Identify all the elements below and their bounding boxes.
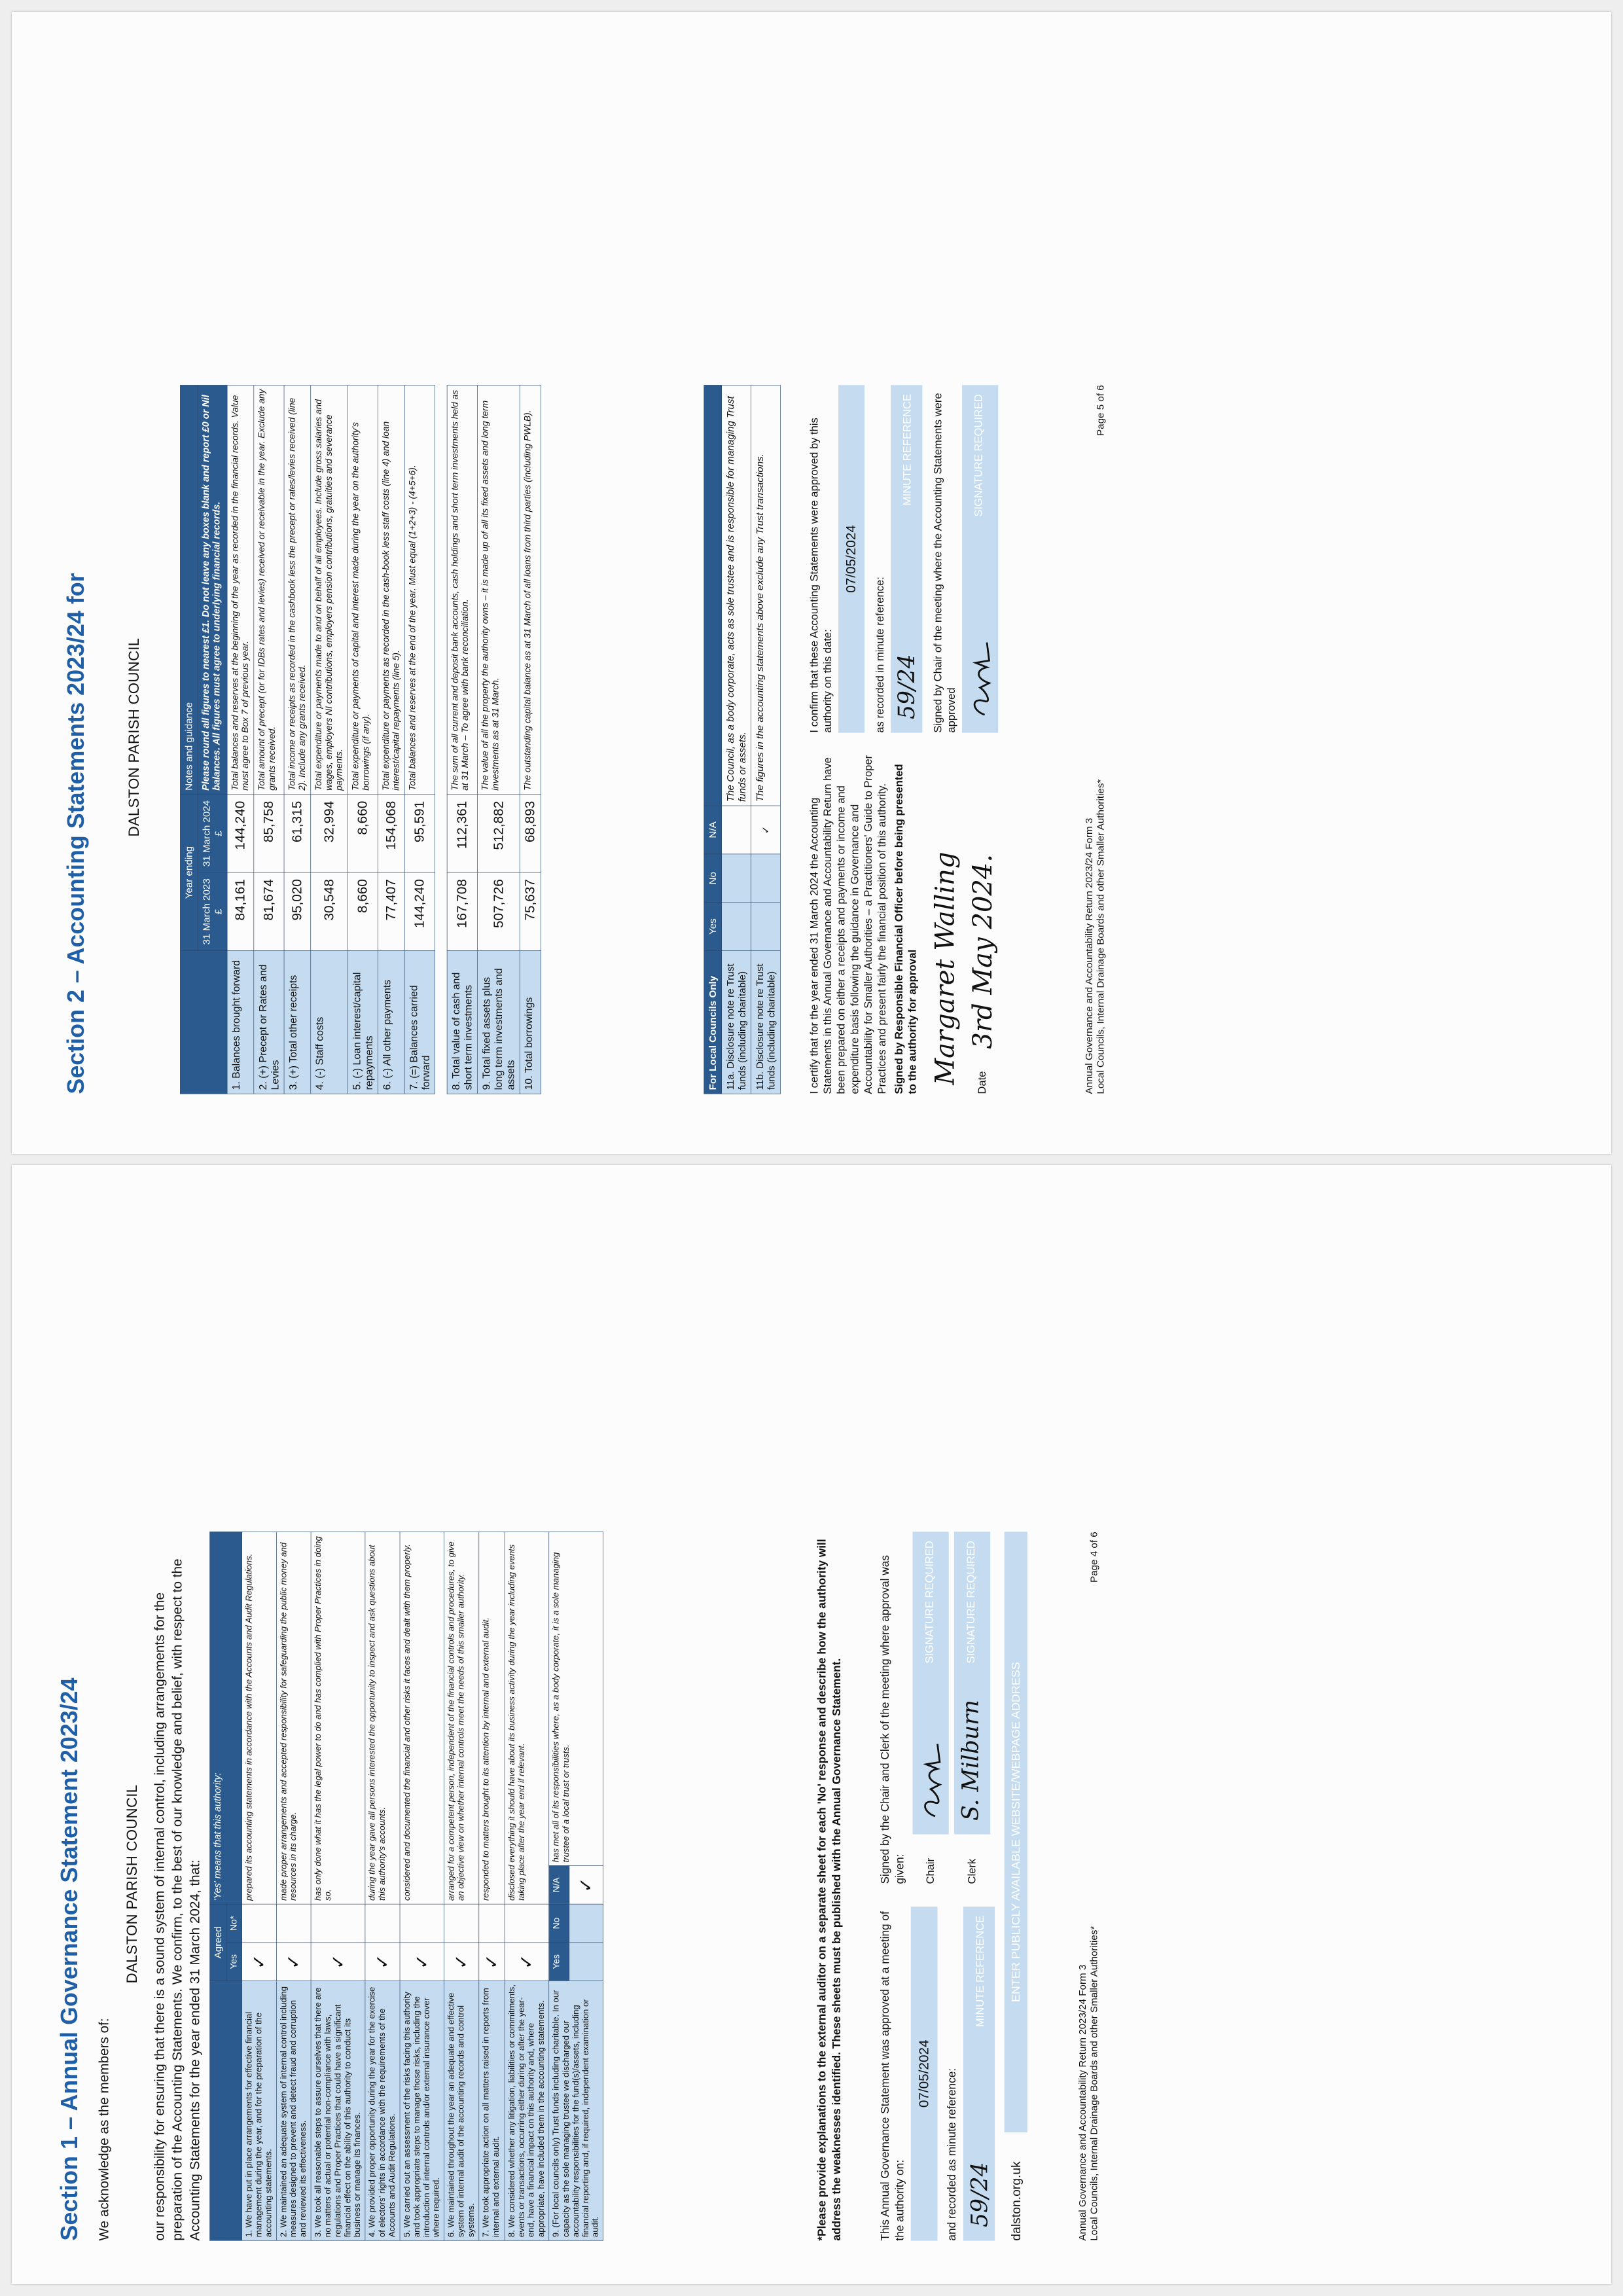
row-note: Total income or receipts as recorded in the cashbook less the precept or rates/levies received (line 2). Include any grants received. xyxy=(284,386,311,795)
statement-text: 5. We carried out an assessment of the risks facing this authority and took appropriate steps to manage those risks, including the introduction of internal controls and/or external insurance cover where required. xyxy=(400,1981,444,2241)
yes-check[interactable]: ✓ xyxy=(311,1943,365,1981)
explanation-note: *Please provide explanations to the external auditor on a separate sheet for each 'No' response and describe how the authority will address the weaknesses identified. These sheets must be published with the Annual Governance Statement. xyxy=(815,1539,843,2241)
approved-text: This Annual Governance Statement was approved at a meeting of the authority on: xyxy=(878,1911,906,2241)
col-2024-header: 31 March 2024 £ xyxy=(198,795,227,872)
no-check[interactable] xyxy=(276,1904,311,1943)
table-row xyxy=(477,386,520,1094)
signature-watermark: SIGNATURE REQUIRED xyxy=(972,394,985,517)
approval-date-field-s1[interactable]: 07/05/2024 xyxy=(911,1907,938,2241)
notes-header: Notes and guidance xyxy=(180,386,198,795)
value-2024[interactable]: 112,361 xyxy=(447,795,477,872)
yes-header-s1: Yes xyxy=(226,1943,241,1981)
council-name-s1: DALSTON PARISH COUNCIL xyxy=(124,1784,140,1984)
value-2024[interactable]: 68,893 xyxy=(520,795,541,872)
row-note: Total expenditure or payments as recorded in the cash-book less staff costs (line 4) and loan interest/capital repayments (line 5). xyxy=(378,386,405,795)
table-row xyxy=(378,386,405,1094)
statement-row xyxy=(400,1532,444,2241)
certification-block xyxy=(808,751,999,1094)
council-name: DALSTON PARISH COUNCIL xyxy=(126,637,143,837)
yes-check[interactable]: ✓ xyxy=(242,1943,277,1981)
table-row xyxy=(227,386,254,1094)
statement-row xyxy=(311,1532,365,2241)
statement-text: 1. We have put in place arrangements for effective financial management during the year, and for the preparation of the accounting statements. xyxy=(242,1981,277,2241)
section-1-page xyxy=(38,1500,1131,2268)
na-header: N/A xyxy=(704,806,722,854)
value-2024[interactable]: 8,660 xyxy=(348,795,378,872)
website-row xyxy=(1005,1532,1027,2240)
means-text: considered and documented the financial and other risks it faces and dealt with them properly. xyxy=(400,1532,444,1905)
blank-header xyxy=(180,951,227,1094)
approval-date-field[interactable]: 07/05/2024 xyxy=(838,385,865,732)
row9-no-header: No xyxy=(549,1904,569,1943)
page-5-sheet xyxy=(12,12,1611,1154)
means-text: made proper arrangements and accepted responsibility for safeguarding the public money and resources in its charge. xyxy=(276,1532,311,1905)
row-label: 10. Total borrowings xyxy=(520,951,541,1094)
value-2023[interactable]: 75,637 xyxy=(520,872,541,950)
statement-row xyxy=(444,1532,479,2241)
row-note: The value of all the property the authority owns – it is made up of all its fixed assets and long term investments as at 31 March. xyxy=(477,386,520,795)
row-note: The sum of all current and deposit bank accounts, cash holdings and short term investments held as at 31 March – To agree with bank reconciliation. xyxy=(447,386,477,795)
sig-watermark-clerk: SIGNATURE REQUIRED xyxy=(965,1541,978,1664)
value-2023[interactable]: 95,020 xyxy=(284,872,311,950)
footer-line-1-s1: Annual Governance and Accountability Return 2023/24 Form 3 xyxy=(1077,1964,1088,2241)
means-text: has only done what it has the legal power to do and has complied with Proper Practices in doing so. xyxy=(311,1532,365,1905)
sig-watermark-chair: SIGNATURE REQUIRED xyxy=(923,1541,936,1664)
page-footer-s1 xyxy=(1077,1532,1100,2240)
acknowledge-text: We acknowledge as the members of: xyxy=(96,2018,112,2241)
page-4-sheet xyxy=(12,1165,1611,2284)
value-2023[interactable]: 77,407 xyxy=(378,872,405,950)
row-label: 6. (-) All other payments xyxy=(378,951,405,1094)
statement-text: 4. We provided proper opportunity during the year for the exercise of electors' rights in accordance with the requirements of the Accounts and Audit Regulations. xyxy=(365,1981,400,2241)
col-2023-header: 31 March 2023 £ xyxy=(198,872,227,950)
statement-text: 6. We maintained throughout the year an adequate and effective system of internal audit of the accounting records and control systems. xyxy=(444,1981,479,2241)
responsibility-intro: our responsibility for ensuring that there is a sound system of internal control, including arrangements for the preparation of the Accounting Statements. We confirm, to the best of our knowledge and belief, with respect to the Accounting Statements for the year ended 31 March 2024, that: xyxy=(152,1558,203,2241)
value-2024[interactable]: 61,315 xyxy=(284,795,311,872)
no-check[interactable] xyxy=(400,1904,444,1943)
chair-signature-s1 xyxy=(917,1721,944,1821)
minute-watermark: MINUTE REFERENCE xyxy=(901,394,914,506)
trust-header: For Local Councils Only xyxy=(704,951,722,1094)
yes-header: Yes xyxy=(704,903,722,951)
value-2024[interactable]: 32,994 xyxy=(311,795,348,872)
no-check[interactable] xyxy=(479,1904,505,1943)
no-header: No xyxy=(704,854,722,903)
signed-by-text: Signed by the Chair and Clerk of the meeting where approval was given: xyxy=(878,1555,906,1884)
section-1-title: Section 1 – Annual Governance Statement 2023/24 xyxy=(56,1677,83,2241)
row-note: Total amount of precept (or for IDBs rates and levies) received or receivable in the year. Exclude any grants received. xyxy=(254,386,284,795)
statement-text-9: 9. (For local councils only) Trust funds including charitable. In our capacity as the sole managing trustee we discharged our accountability responsibilities for the fund(s)/assets, including financial reporting and, if required, independent examination or audit. xyxy=(549,1981,603,2241)
row-label: 2. (+) Precept or Rates and Levies xyxy=(254,951,284,1094)
row-note: Total balances and reserves at the beginning of the year as recorded in the financial records. Value must agree to Box 7 of previous year. xyxy=(227,386,254,795)
yes-check[interactable]: ✓ xyxy=(479,1943,505,1981)
row-label: 4. (-) Staff costs xyxy=(311,951,348,1094)
means-text: disclosed everything it should have about its business activity during the year including events taking place after the year end if relevant. xyxy=(505,1532,549,1905)
approval-block xyxy=(808,385,1001,732)
means-text: arranged for a competent person, independent of the financial controls and procedures, to give an objective view on whether internal controls meet the needs of this smaller authority. xyxy=(444,1532,479,1905)
value-2024[interactable]: 95,591 xyxy=(404,795,435,872)
trust-no[interactable] xyxy=(751,854,781,903)
table-row xyxy=(520,386,541,1094)
page-number: Page 5 of 6 xyxy=(1094,385,1107,436)
table-row xyxy=(447,386,477,1094)
means-text: during the year gave all persons interested the opportunity to inspect and ask questions about this authority's accounts. xyxy=(365,1532,400,1905)
row9-yes-check[interactable] xyxy=(569,1943,603,1981)
certify-text: I certify that for the year ended 31 March 2024 the Accounting Statements in this Annual Governance and Accountability Return have been prepared on either a receipts and payments or income and expenditure basis following the guidance in Governance and Accountability for Smaller Authorities – a Practitioners' Guide to Proper Practices and present fairly the financial position of this authority. xyxy=(808,755,888,1094)
rfo-date: 3rd May 2024. xyxy=(967,853,998,1049)
row9-no-check[interactable] xyxy=(569,1904,603,1943)
yes-check[interactable]: ✓ xyxy=(276,1943,311,1981)
chair-label: Chair xyxy=(924,1857,937,1884)
date-label: Date xyxy=(976,1071,988,1094)
trust-yes[interactable] xyxy=(751,903,781,951)
value-2023[interactable]: 8,660 xyxy=(348,872,378,950)
approval-meeting-block xyxy=(878,1907,998,2241)
table-row xyxy=(404,386,435,1094)
value-2023[interactable]: 144,240 xyxy=(404,872,435,950)
row-label: 3. (+) Total other receipts xyxy=(284,951,311,1094)
trust-na[interactable] xyxy=(722,806,751,854)
minute-watermark-s1: MINUTE REFERENCE xyxy=(974,1915,986,2028)
accounting-statements-table xyxy=(180,385,541,1094)
means-text: prepared its accounting statements in accordance with the Accounts and Audit Regulations. xyxy=(242,1532,277,1905)
signature-block xyxy=(878,1532,995,1884)
trust-note: The figures in the accounting statements above exclude any Trust transactions. xyxy=(751,386,781,806)
minute-label: as recorded in minute reference: xyxy=(874,577,886,733)
yes-check[interactable]: ✓ xyxy=(400,1943,444,1981)
row9-na-check[interactable]: ✓ xyxy=(569,1866,603,1905)
row-label: 7. (=) Balances carried forward xyxy=(404,951,435,1094)
trust-na[interactable]: ✓ xyxy=(751,806,781,854)
trust-funds-table xyxy=(704,385,780,1094)
page-number-s1: Page 4 of 6 xyxy=(1088,1532,1100,1583)
table-row xyxy=(254,386,284,1094)
minute-reference-value-s1: 59/24 xyxy=(966,2162,993,2227)
footer-line-1: Annual Governance and Accountability Return 2023/24 Form 3 xyxy=(1083,817,1095,1094)
clerk-signature-field[interactable] xyxy=(954,1532,990,1834)
website-value: dalston.org.uk xyxy=(1008,2161,1023,2241)
row-label: 9. Total fixed assets plus long term investments and assets xyxy=(477,951,520,1094)
row-note: Total balances and reserves at the end of the year. Must equal (1+2+3) - (4+5+6). xyxy=(404,386,435,795)
value-2024[interactable]: 144,240 xyxy=(227,795,254,872)
row-label: 1. Balances brought forward xyxy=(227,951,254,1094)
statement-row xyxy=(276,1532,311,2241)
notes-subheader: Please round all figures to nearest £1. Do not leave any boxes blank and report £0 or Nil balances. All figures must agree to underlying financial records. xyxy=(198,386,227,795)
yes-check[interactable]: ✓ xyxy=(444,1943,479,1981)
minute-label-s1: and recorded as minute reference: xyxy=(945,2068,959,2241)
footer-line-2: Local Councils, Internal Drainage Boards and other Smaller Authorities* xyxy=(1094,779,1107,1094)
trust-yes[interactable] xyxy=(722,903,751,951)
statement-text: 7. We took appropriate action on all matters raised in reports from internal and external audit. xyxy=(479,1981,505,2241)
trust-label: 11b. Disclosure note re Trust funds (including charitable) xyxy=(751,951,781,1094)
chair-signature-field-s1[interactable] xyxy=(913,1532,949,1834)
yes-check[interactable]: ✓ xyxy=(365,1943,400,1981)
rfo-signed-label: Signed by Responsible Financial Officer before being presented to the authority for approval xyxy=(893,764,919,1094)
row-note: Total expenditure or payments made to and on behalf of all employees. Include gross salaries and wages, employers NI contributions, employers pension contributions, gratuities and severance payments. xyxy=(311,386,348,795)
value-2023[interactable]: 167,708 xyxy=(447,872,477,950)
no-header-s1: No* xyxy=(226,1904,241,1943)
confirm-text: I confirm that these Accounting Statements were approved by this authority on this date: xyxy=(808,418,834,733)
no-check[interactable] xyxy=(505,1904,549,1943)
no-check[interactable] xyxy=(444,1904,479,1943)
row-note: The outstanding capital balance as at 31 March of all loans from third parties (including PWLB). xyxy=(520,386,541,795)
trust-row xyxy=(722,386,751,1094)
blank-header-s1 xyxy=(210,1981,242,2241)
section-2-page xyxy=(45,353,1137,1121)
clerk-signature: S. Milburn xyxy=(957,1700,984,1821)
trust-label: 11a. Disclosure note re Trust funds (including charitable) xyxy=(722,951,751,1094)
chair-signature-field[interactable] xyxy=(962,385,998,732)
minute-reference-value: 59/24 xyxy=(893,654,919,719)
table-row xyxy=(348,386,378,1094)
row9-na-header: N/A xyxy=(549,1866,569,1905)
statement-row xyxy=(242,1532,277,2241)
means-text: responded to matters brought to its attention by internal and external audit. xyxy=(479,1532,505,1905)
value-2023[interactable]: 81,674 xyxy=(254,872,284,950)
no-check[interactable] xyxy=(242,1904,277,1943)
statement-row xyxy=(479,1532,505,2241)
means-header: 'Yes' means that this authority: xyxy=(210,1532,242,1905)
year-ending-header: Year ending xyxy=(180,795,198,951)
page-footer xyxy=(1083,385,1107,1094)
agreed-header: Agreed xyxy=(210,1904,227,1981)
row-label: 8. Total value of cash and short term investments xyxy=(447,951,477,1094)
chair-signed-label: Signed by Chair of the meeting where the Accounting Statements were approved xyxy=(931,393,957,733)
row-note: Total expenditure or payments of capital and interest made during the year on the authority's borrowings (if any). xyxy=(348,386,378,795)
value-2024[interactable]: 154,068 xyxy=(378,795,405,872)
minute-reference-field-s1[interactable] xyxy=(963,1907,994,2241)
statement-row-9 xyxy=(549,1532,569,2241)
value-2024[interactable]: 85,758 xyxy=(254,795,284,872)
row-label: 5. (-) Loan interest/capital repayments xyxy=(348,951,378,1094)
rfo-signature: Margaret Walling xyxy=(929,852,961,1085)
website-field[interactable]: ENTER PUBLICLY AVAILABLE WEBSITE/WEBPAGE ADDRESS xyxy=(1005,1532,1027,2132)
value-2023[interactable]: 507,726 xyxy=(477,872,520,950)
no-check[interactable] xyxy=(365,1904,400,1943)
section-2-title: Section 2 – Accounting Statements 2023/24 for xyxy=(63,573,90,1094)
trust-note: The Council, as a body corporate, acts as sole trustee and is responsible for managing Trust funds or assets. xyxy=(722,386,751,806)
table-row xyxy=(311,386,348,1094)
trust-row xyxy=(751,386,781,1094)
minute-reference-field[interactable] xyxy=(891,385,922,732)
governance-statement-table xyxy=(209,1532,603,2240)
no-check[interactable] xyxy=(311,1904,365,1943)
value-2024[interactable]: 512,882 xyxy=(477,795,520,872)
statement-text: 8. We considered whether any litigation, liabilities or commitments, events or transactions, occurring either during or after the year-end, have a financial impact on this authority and, where appropriate, have included them in the accounting statements. xyxy=(505,1981,549,2241)
statement-row xyxy=(505,1532,549,2241)
value-2023[interactable]: 84,161 xyxy=(227,872,254,950)
statement-text: 3. We took all reasonable steps to assure ourselves that there are no matters of actual or potential non-compliance with laws, regulations and Proper Practices that could have a significant financial effect on the ability of this authority to conduct its business or manage its finances. xyxy=(311,1981,365,2241)
table-row xyxy=(284,386,311,1094)
value-2023[interactable]: 30,548 xyxy=(311,872,348,950)
means-text-9: has met all of its responsibilities where, as a body corporate, it is a sole managing trustee of a local trust or trusts. xyxy=(549,1532,603,1866)
statement-text: 2. We maintained an adequate system of internal control including measures designed to prevent and detect fraud and corruption and reviewed its effectiveness. xyxy=(276,1981,311,2241)
clerk-label: Clerk xyxy=(966,1858,978,1884)
yes-check[interactable]: ✓ xyxy=(505,1943,549,1981)
row9-yes-header: Yes xyxy=(549,1943,569,1981)
statement-row xyxy=(365,1532,400,2241)
footer-line-2-s1: Local Councils, Internal Drainage Boards and other Smaller Authorities* xyxy=(1088,1926,1100,2241)
trust-no[interactable] xyxy=(722,854,751,903)
chair-signature xyxy=(967,620,993,719)
